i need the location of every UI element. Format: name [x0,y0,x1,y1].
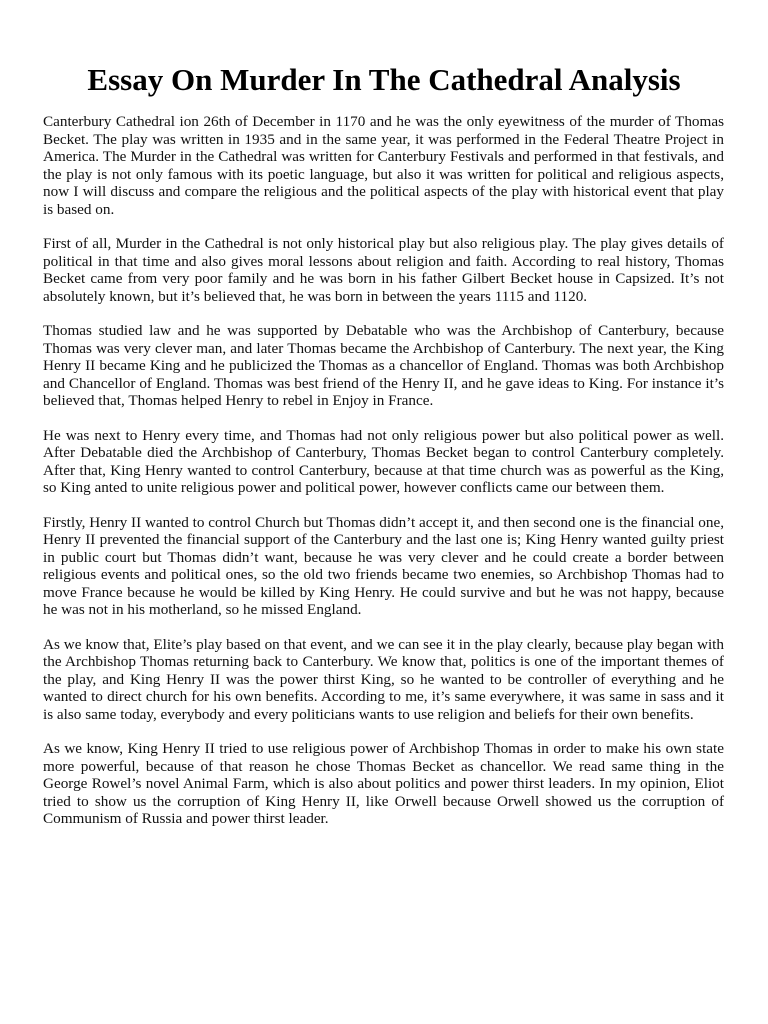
paragraph-3: Thomas studied law and he was supported by Debatable who was the Archbishop of Canterbury, because Thomas was very clever man, and later Thomas became the Archbishop of Canterbury. The next year, the King Henry II became King and he publicized the Thomas as a chancellor of England. Thomas was both Archbishop and Chancellor of England. Thomas was best friend of the Henry II, and he gave ideas to King. For instance it’s believed that, Thomas helped Henry to rebel in Enjoy in France. [43,322,724,409]
paragraph-4: He was next to Henry every time, and Thomas had not only religious power but also political power as well. After Debatable died the Archbishop of Canterbury, Thomas Becket began to control Canterbury completely. After that, King Henry wanted to control Canterbury, because at that time church was as powerful as the King, so King anted to unite religious power and political power, however conflicts came our between them. [43,426,724,496]
paragraph-5: Firstly, Henry II wanted to control Church but Thomas didn’t accept it, and then second one is the financial one, Henry II prevented the financial support of the Canterbury and the last one is; King Henry wanted guilty priest in public court but Thomas didn’t want, because he was very clever and he could create a border between religious events and political ones, so the old two friends became two enemies, so Archbishop Thomas had to move France because he would be killed by King Henry. He could survive and but he was not happy, because he was not in his motherland, so he missed England. [43,513,724,618]
paragraph-2: First of all, Murder in the Cathedral is not only historical play but also religious play. The play gives details of political in that time and also gives moral lessons about religion and faith. According to real history, Thomas Becket came from very poor family and he was born in his father Gilbert Becket house in Capsized. It’s not absolutely known, but it’s believed that, he was born in between the years 1115 and 1120. [43,235,724,305]
paragraph-6: As we know that, Elite’s play based on that event, and we can see it in the play clearly, because play began with the Archbishop Thomas returning back to Canterbury. We know that, politics is one of the important themes of the play, and King Henry II was the power thirst King, so he wanted to be controller of everything and he wanted to direct church for his own benefits. According to me, it’s same everywhere, it was same in sass and it is also same today, everybody and every politicians wants to use religion and beliefs for their own benefits. [43,635,724,723]
paragraph-1: Canterbury Cathedral ion 26th of December in 1170 and he was the only eyewitness of the murder of Thomas Becket. The play was written in 1935 and in the same year, it was performed in the Federal Theatre Project in America. The Murder in the Cathedral was written for Canterbury Festivals and performed in that festivals, and the play is not only famous with its poetic language, but also it was written for political and religious aspects, now I will discuss and compare the religious and the political aspects of the play with historical event that play is based on. [43,113,724,218]
paragraph-7: As we know, King Henry II tried to use religious power of Archbishop Thomas in order to make his own state more powerful, because of that reason he chose Thomas Becket as chancellor. We read same thing in the George Rowel’s novel Animal Farm, which is also about politics and power thirst leaders. In my opinion, Eliot tried to show us the corruption of King Henry II, like Orwell because Orwell showed us the corruption of Communism of Russia and power thirst leader. [43,740,724,827]
essay-body [43,113,724,845]
page-title: Essay On Murder In The Cathedral Analysis [87,62,681,97]
